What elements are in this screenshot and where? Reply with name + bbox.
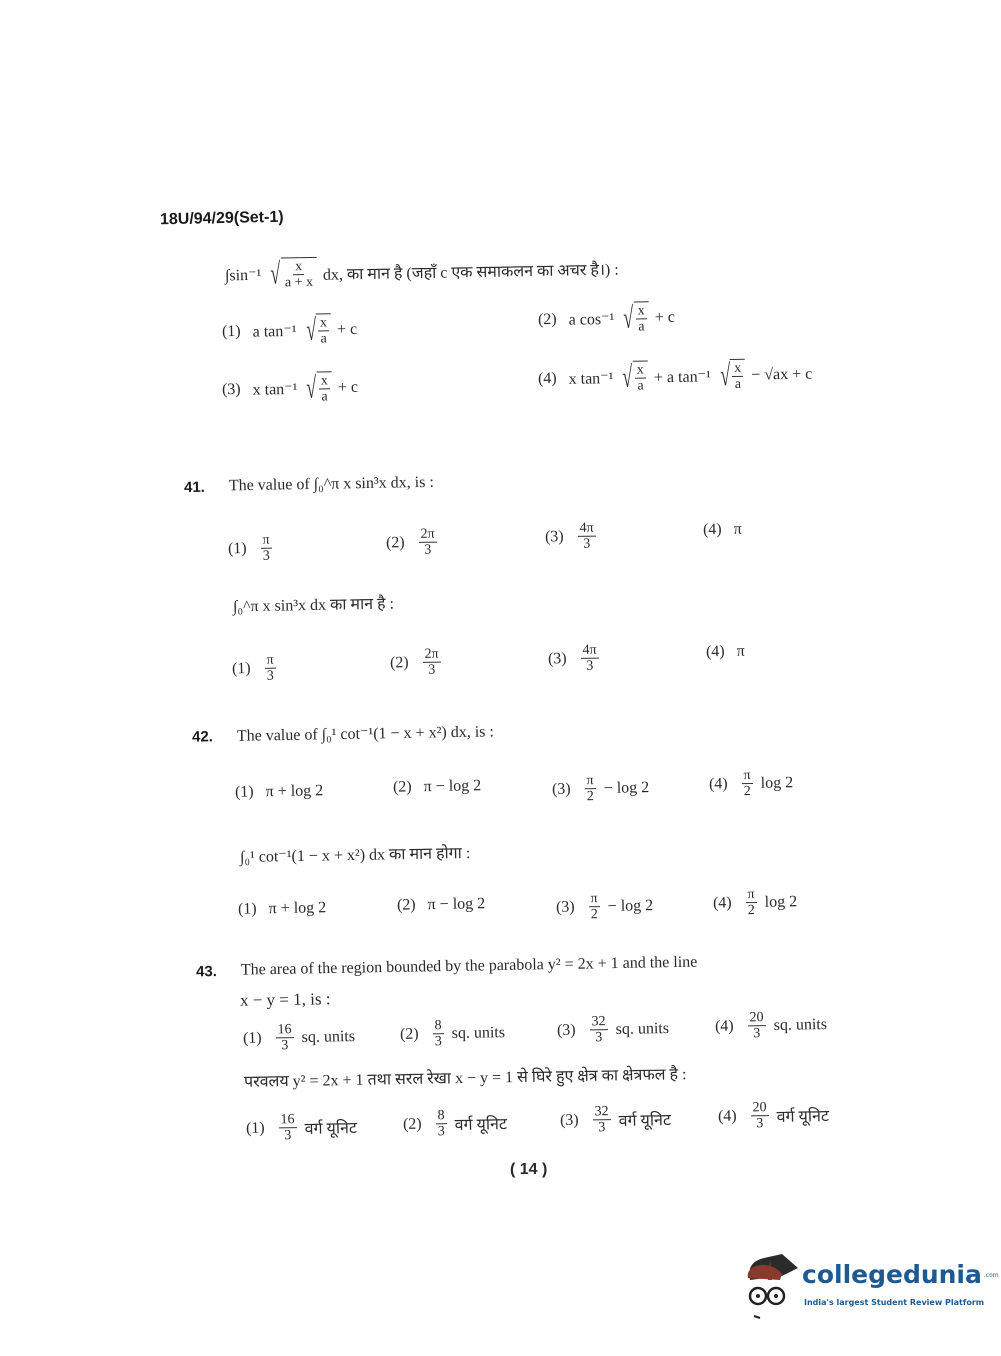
- numerator: x: [293, 259, 304, 275]
- fraction: [747, 1010, 766, 1041]
- option-label: (2): [385, 533, 405, 551]
- math-text: log 2: [760, 773, 794, 792]
- math-text: dx, का मान है (जहाँ c एक समाकलन का अचर है।) :: [322, 261, 619, 284]
- answer-option[interactable]: [397, 895, 486, 915]
- numerator: x: [636, 303, 647, 319]
- option-label: (4): [712, 893, 732, 912]
- fraction: [635, 363, 647, 394]
- math-text: π + log 2: [265, 782, 324, 801]
- denominator: 3: [756, 1116, 764, 1132]
- question-number: 41.: [183, 478, 206, 496]
- denominator: 3: [753, 1026, 761, 1042]
- option-label: (1): [234, 783, 254, 801]
- math-text: ∫₀^π x sin³x dx का मान है :: [232, 595, 395, 616]
- fraction: [741, 768, 753, 799]
- question-stem: [233, 592, 394, 617]
- fraction: [732, 361, 744, 392]
- numerator: 32: [592, 1104, 610, 1120]
- fraction: [319, 373, 331, 404]
- math-text: a cos⁻¹: [568, 310, 615, 329]
- logo-wordmark: [802, 1260, 999, 1290]
- math-text: π − log 2: [427, 895, 486, 914]
- numerator: 20: [747, 1010, 765, 1026]
- math-text: वर्ग यूनिट: [304, 1119, 358, 1138]
- option-label: (1): [237, 900, 257, 918]
- option-label: (4): [714, 1017, 734, 1035]
- math-text: वर्ग यूनिट: [618, 1111, 672, 1130]
- square-root: [267, 257, 317, 291]
- radical-sign-icon: √: [719, 358, 731, 392]
- mascot-icon: [742, 1250, 800, 1320]
- option-label: (2): [537, 310, 557, 328]
- math-text: − √ax + c: [751, 365, 813, 384]
- math-text: π: [736, 642, 745, 660]
- answer-option[interactable]: [390, 647, 443, 679]
- fraction: [432, 1018, 444, 1049]
- fraction: [580, 643, 599, 674]
- math-text: वर्ग यूनिट: [454, 1115, 508, 1134]
- square-root: [620, 301, 649, 334]
- answer-option[interactable]: [243, 1021, 356, 1054]
- answer-option[interactable]: [713, 886, 798, 918]
- numerator: π: [745, 887, 756, 903]
- square-root: [303, 371, 332, 404]
- math-text: sq. units: [301, 1027, 356, 1046]
- numerator: 8: [432, 1018, 443, 1034]
- numerator: 4π: [580, 643, 598, 659]
- denominator: 3: [281, 1038, 289, 1054]
- option-label: (3): [551, 780, 571, 798]
- denominator: 3: [586, 658, 594, 674]
- math-text: − log 2: [603, 778, 650, 797]
- numerator: 20: [750, 1100, 768, 1116]
- radicand: [634, 301, 650, 334]
- logo-tagline: India's largest Student Review Platform: [804, 1298, 985, 1307]
- answer-option[interactable]: [222, 371, 359, 406]
- fraction: [592, 1104, 611, 1135]
- numerator: 16: [275, 1022, 293, 1038]
- collegedunia-logo[interactable]: [742, 1250, 999, 1320]
- denominator: a + x: [284, 274, 314, 291]
- numerator: π: [264, 653, 275, 669]
- fraction: [422, 647, 441, 678]
- fraction: [589, 1014, 608, 1045]
- radical-sign-icon: √: [623, 301, 634, 335]
- math-text: The value of ∫₀^π x sin³x dx, is :: [228, 473, 434, 495]
- option-label: (4): [708, 774, 728, 793]
- answer-option[interactable]: [548, 643, 601, 675]
- denominator: a: [638, 319, 645, 335]
- fraction: [275, 1022, 294, 1053]
- math-text: The area of the region bounded by the parabola y² = 2x + 1 and the line: [240, 953, 698, 979]
- math-text: परवलय y² = 2x + 1 तथा सरल रेखा x − y = 1 से घिरे हुए क्षेत्र का क्षेत्रफल है :: [243, 1066, 687, 1091]
- math-text: ∫sin⁻¹: [224, 266, 262, 284]
- option-label: (3): [547, 649, 567, 667]
- fraction: [577, 521, 596, 552]
- numerator: x: [318, 315, 329, 331]
- math-text: log 2: [764, 892, 798, 911]
- square-root: [717, 359, 746, 392]
- option-label: (3): [559, 1111, 579, 1129]
- answer-option[interactable]: [560, 1103, 671, 1136]
- denominator: 3: [595, 1030, 603, 1046]
- option-label: (4): [717, 1107, 737, 1125]
- radicand: [730, 359, 746, 392]
- numerator: x: [635, 363, 646, 379]
- denominator: 3: [428, 662, 436, 678]
- denominator: 3: [284, 1128, 292, 1144]
- option-label: (2): [392, 778, 412, 796]
- denominator: 3: [266, 668, 274, 684]
- answer-option[interactable]: [709, 767, 794, 799]
- page-number: ( 14 ): [510, 1161, 548, 1178]
- numerator: π: [584, 773, 595, 789]
- numerator: 16: [278, 1112, 296, 1128]
- numerator: 2π: [422, 647, 440, 663]
- square-root: [302, 313, 331, 346]
- numerator: π: [260, 533, 271, 549]
- math-text: sq. units: [773, 1015, 828, 1034]
- fraction: [418, 527, 437, 558]
- math-text: sq. units: [615, 1019, 670, 1038]
- answer-option[interactable]: [232, 653, 278, 685]
- question-stem: [196, 954, 698, 981]
- math-text: π + log 2: [268, 899, 327, 918]
- math-text: वर्ग यूनिट: [776, 1107, 830, 1126]
- math-text: The value of ∫₀¹ cot⁻¹(1 − x + x²) dx, is :: [236, 723, 495, 745]
- radicand: [280, 257, 317, 291]
- radical-sign-icon: √: [305, 313, 316, 347]
- denominator: a: [320, 331, 327, 347]
- fraction: [636, 303, 648, 334]
- numerator: 2π: [418, 527, 436, 543]
- denominator: 3: [437, 1124, 445, 1140]
- denominator: a: [321, 389, 328, 405]
- numerator: π: [588, 891, 599, 907]
- denominator: 2: [747, 903, 755, 919]
- fraction: [588, 891, 600, 922]
- answer-option[interactable]: [538, 301, 675, 336]
- option-label: (4): [705, 643, 725, 661]
- radical-sign-icon: √: [270, 256, 281, 291]
- option-label: (1): [242, 1029, 262, 1047]
- option-label: (3): [221, 380, 241, 398]
- question-number: 42.: [191, 727, 214, 746]
- math-text: + c: [654, 308, 676, 326]
- denominator: 3: [598, 1120, 606, 1136]
- math-text: x tan⁻¹: [252, 380, 298, 399]
- answer-option[interactable]: [715, 1009, 828, 1042]
- radical-sign-icon: √: [306, 371, 317, 405]
- denominator: 3: [424, 542, 432, 558]
- question-stem-continued: x − y = 1, is :: [239, 989, 331, 1010]
- fraction: [283, 259, 316, 291]
- option-label: (2): [396, 896, 416, 914]
- answer-option[interactable]: [393, 777, 482, 797]
- math-text: π: [733, 520, 742, 538]
- answer-option[interactable]: [703, 521, 742, 540]
- option-label: (4): [537, 369, 557, 387]
- fraction: [260, 533, 272, 564]
- logo-brand: collegedunia: [802, 1260, 982, 1289]
- math-text: π − log 2: [423, 777, 482, 796]
- question-stem: [244, 1062, 687, 1092]
- math-text: + a tan⁻¹: [653, 367, 711, 386]
- answer-option[interactable]: [557, 1013, 670, 1046]
- math-text: + c: [336, 320, 358, 338]
- square-root: [619, 360, 648, 393]
- option-label: (3): [556, 1021, 576, 1039]
- answer-option[interactable]: [235, 782, 324, 802]
- denominator: 3: [583, 536, 591, 552]
- option-label: (1): [231, 659, 251, 677]
- answer-option[interactable]: [386, 527, 439, 559]
- question-stem: [184, 474, 434, 496]
- denominator: a: [637, 378, 644, 394]
- answer-option[interactable]: [400, 1017, 506, 1050]
- option-label: (1): [245, 1119, 265, 1137]
- answer-option[interactable]: [718, 1099, 829, 1132]
- fraction: [264, 653, 276, 684]
- denominator: 2: [586, 789, 594, 805]
- answer-option[interactable]: [222, 313, 358, 348]
- logo-suffix: .com: [983, 1272, 999, 1279]
- answer-option[interactable]: [552, 772, 650, 805]
- answer-option[interactable]: [556, 890, 654, 923]
- denominator: a: [734, 376, 742, 392]
- option-label: (1): [221, 322, 241, 340]
- fraction: [750, 1100, 769, 1131]
- answer-option[interactable]: [246, 1111, 357, 1144]
- option-label: (2): [399, 1025, 419, 1043]
- numerator: 32: [589, 1014, 607, 1030]
- numerator: π: [741, 768, 752, 784]
- fraction: [318, 315, 330, 346]
- option-label: (3): [544, 527, 564, 545]
- radicand: [633, 360, 649, 393]
- numerator: 8: [435, 1108, 446, 1124]
- math-text: + c: [337, 378, 359, 396]
- answer-option[interactable]: [538, 358, 813, 396]
- paper-code: 18U/94/29(Set-1): [159, 208, 284, 229]
- fraction: [435, 1108, 447, 1139]
- fraction: [278, 1112, 297, 1143]
- fraction: [745, 887, 757, 918]
- radicand: [316, 313, 332, 346]
- denominator: 2: [590, 907, 598, 923]
- answer-option[interactable]: [228, 533, 274, 565]
- option-label: (3): [555, 898, 575, 916]
- answer-option[interactable]: [238, 899, 327, 919]
- question-stem: [192, 721, 494, 746]
- question-stem: [240, 841, 471, 867]
- numerator: 4π: [577, 521, 595, 537]
- fraction: [584, 773, 596, 804]
- denominator: 3: [434, 1034, 442, 1050]
- denominator: 2: [743, 784, 751, 800]
- option-label: (2): [402, 1115, 422, 1133]
- numerator: x: [732, 361, 743, 377]
- denominator: 3: [262, 548, 270, 564]
- numerator: x: [319, 373, 330, 389]
- radicand: [317, 371, 333, 404]
- radical-sign-icon: √: [622, 360, 633, 394]
- answer-option[interactable]: [403, 1107, 507, 1140]
- option-label: (4): [702, 521, 722, 539]
- question-number: 43.: [195, 962, 218, 980]
- math-text: x tan⁻¹: [568, 369, 614, 388]
- math-text: a tan⁻¹: [252, 322, 297, 341]
- math-text: sq. units: [451, 1023, 506, 1042]
- question-stem: [225, 252, 619, 292]
- math-text: − log 2: [607, 896, 654, 915]
- option-label: (1): [227, 539, 247, 557]
- math-text: ∫₀¹ cot⁻¹(1 − x + x²) dx का मान होगा :: [239, 844, 471, 867]
- option-label: (2): [389, 653, 409, 671]
- answer-option[interactable]: [706, 643, 745, 662]
- answer-option[interactable]: [545, 521, 598, 553]
